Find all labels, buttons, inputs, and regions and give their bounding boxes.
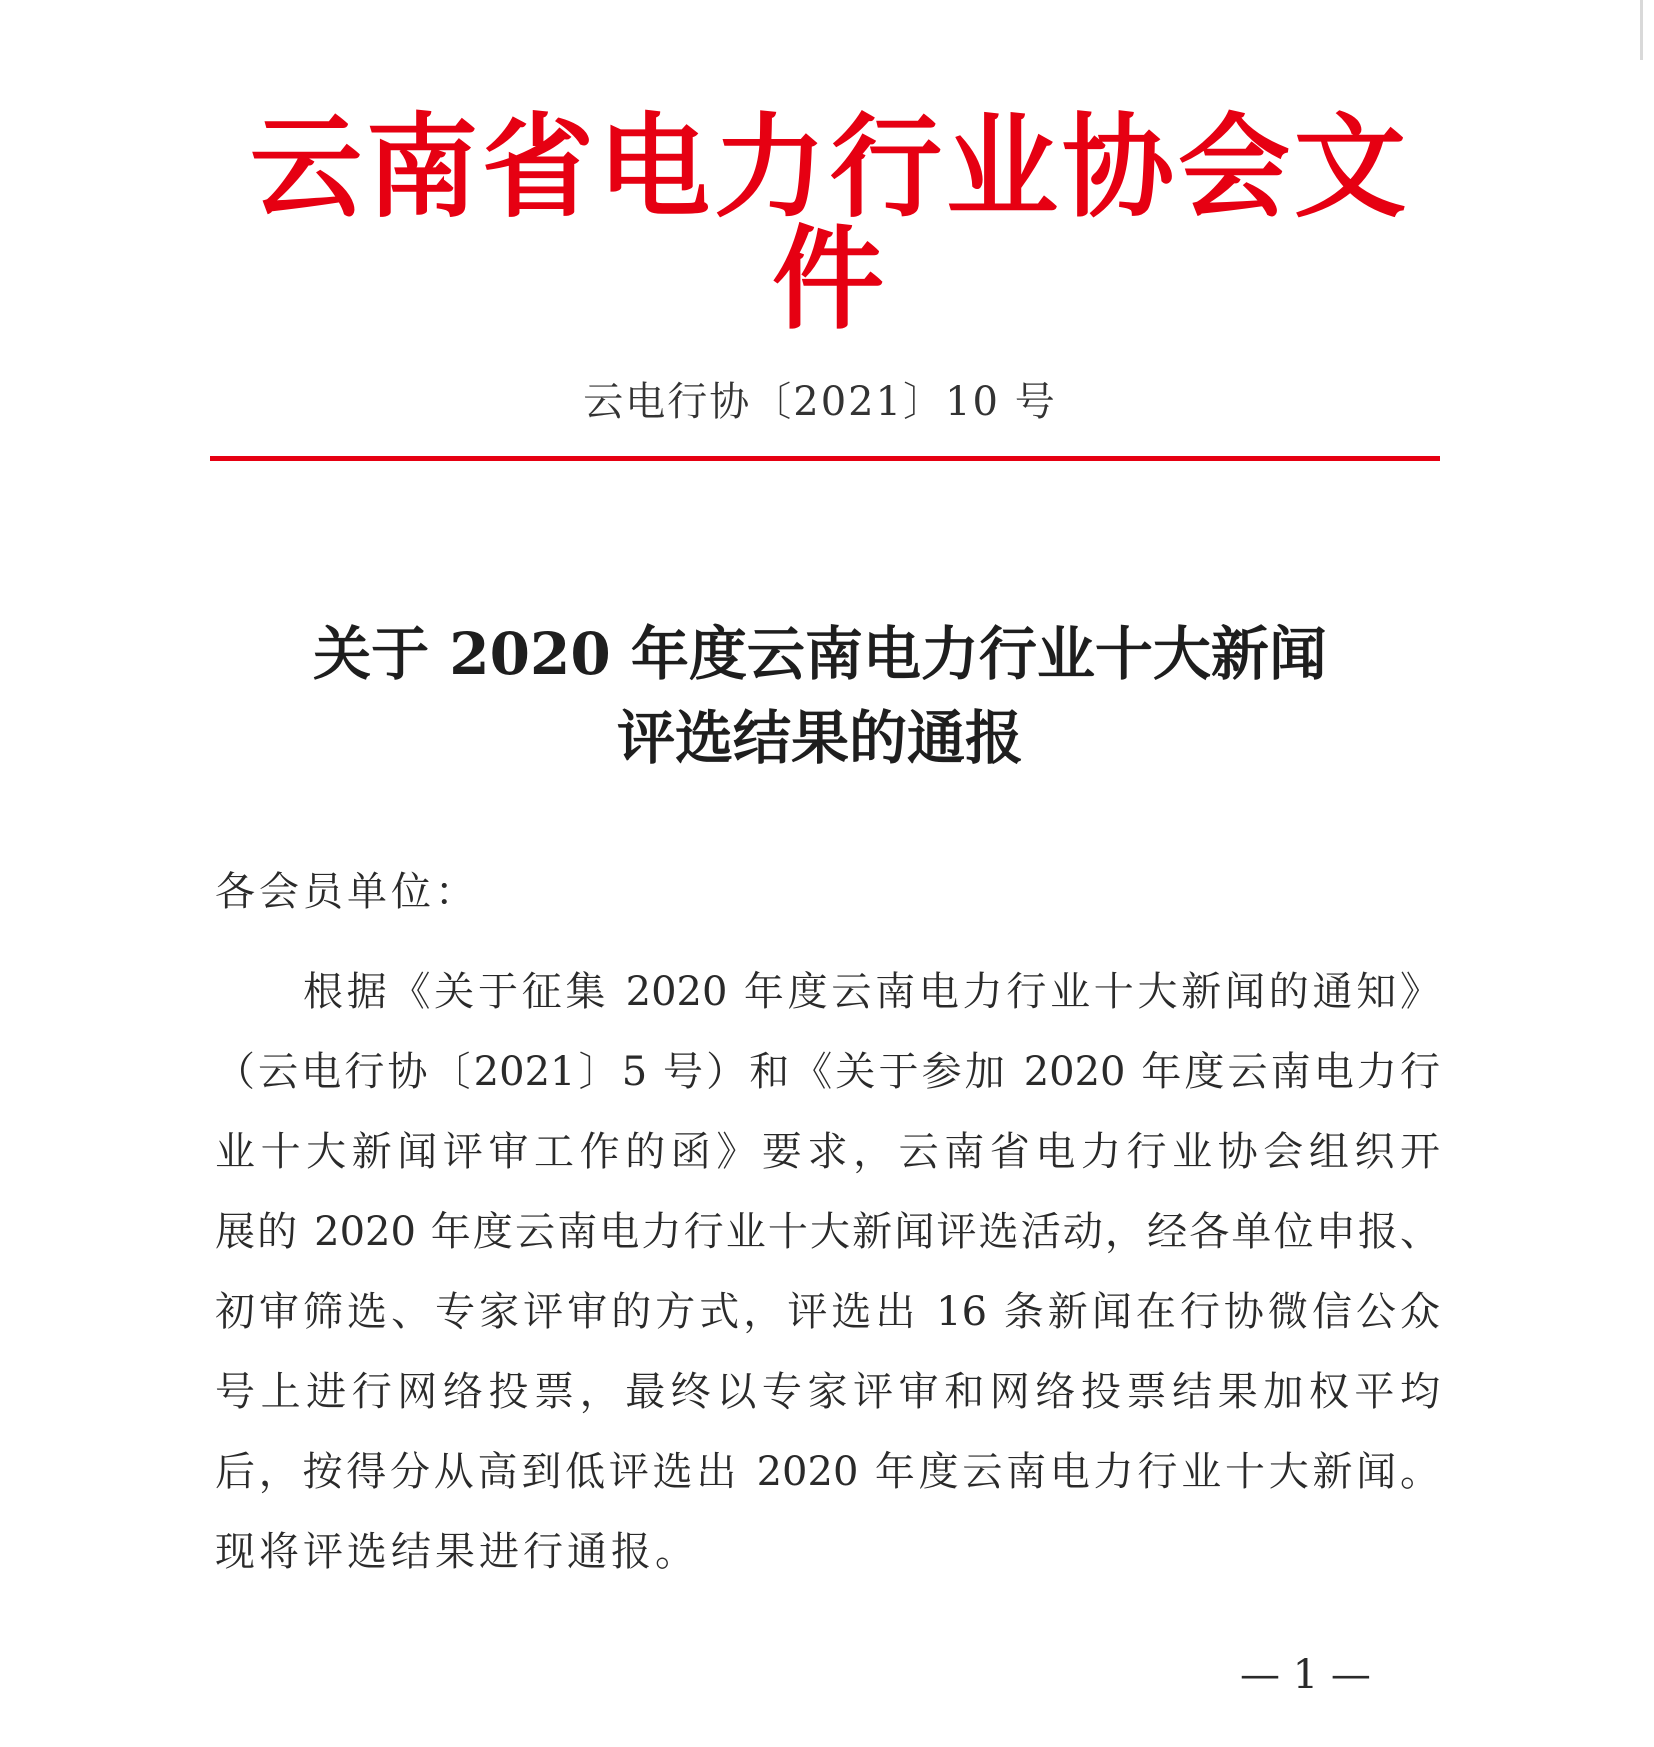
body-line: 号上进行网络投票，最终以专家评审和网络投票结果加权平均	[215, 1369, 1440, 1415]
body-line: 展的 2020 年度云南电力行业十大新闻评选活动，经各单位申报、	[215, 1209, 1440, 1255]
body-line: 根据《关于征集 2020 年度云南电力行业十大新闻的通知》	[303, 969, 1440, 1015]
document-number: 云电行协〔2021〕10 号	[583, 379, 1057, 425]
page-number: — 1 —	[1240, 1652, 1371, 1698]
body-line: 后，按得分从高到低评选出 2020 年度云南电力行业十大新闻。	[215, 1449, 1440, 1495]
salutation: 各会员单位：	[215, 869, 479, 915]
body-line: （云电行协〔2021〕5 号）和《关于参加 2020 年度云南电力行	[215, 1049, 1440, 1095]
notice-title-line: 关于 2020 年度云南电力行业十大新闻	[313, 620, 1327, 688]
scan-edge-mark	[1640, 0, 1643, 60]
notice-title	[200, 612, 1440, 780]
issuer-header-title: 云南省电力行业协会文件	[250, 103, 1410, 345]
notice-title-line: 评选结果的通报	[616, 704, 1023, 772]
red-header-divider	[210, 456, 1440, 461]
body-line: 业十大新闻评审工作的函》要求，云南省电力行业协会组织开	[215, 1129, 1440, 1175]
notice-body	[215, 952, 1440, 1592]
body-line: 初审筛选、专家评审的方式，评选出 16 条新闻在行协微信公众	[215, 1289, 1440, 1335]
body-line: 现将评选结果进行通报。	[215, 1529, 699, 1575]
